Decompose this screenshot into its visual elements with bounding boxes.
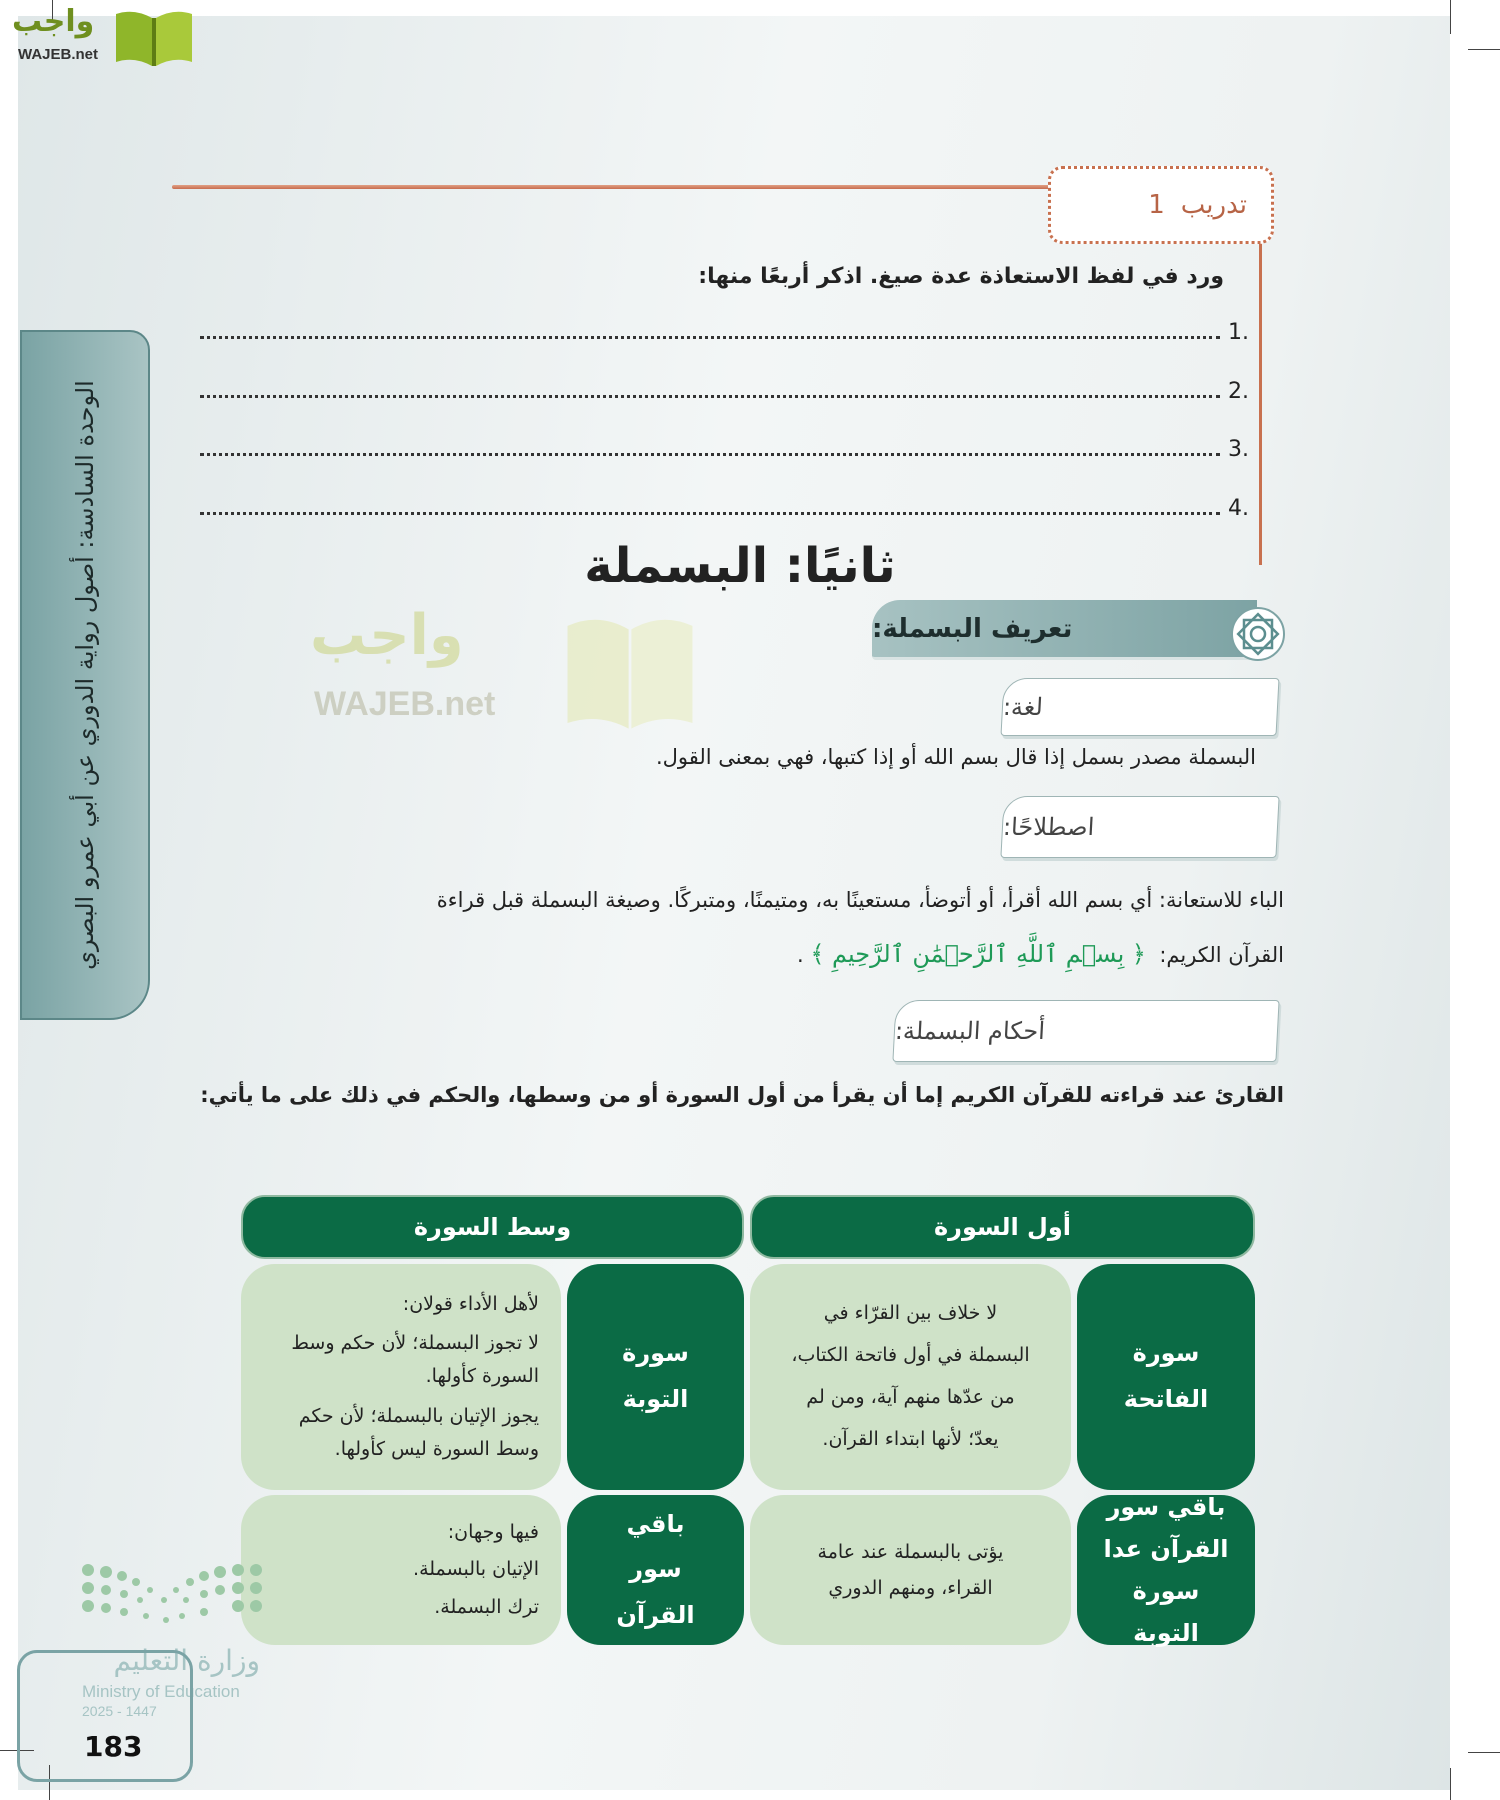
cell-line: يجوز الإتيان بالبسملة؛ لأن حكم وسط السورة ليس كأولها. [298,1404,539,1460]
istilah-quran-label: القرآن الكريم: [1159,943,1284,967]
crop-mark [1468,1752,1500,1753]
section-heading: ثانيًا: البسملة [584,538,896,594]
punctuation: . [796,943,804,967]
answer-line-3[interactable] [200,452,1220,456]
header-label: أول السورة [934,1213,1072,1241]
cell-line: يعدّ؛ لأنها ابتداء القرآن. [822,1427,999,1450]
lugha-text: البسملة مصدر بسمل إذا قال بسم الله أو إذا كتبها، فهي بمعنى القول. [655,745,1256,769]
lugha-label-box [1000,678,1279,736]
header-label: وسط السورة [413,1213,572,1241]
watermark-book-icon [560,612,700,730]
answer-number: 3. [1228,437,1249,462]
exercise-question: ورد في لفظ الاستعاذة عدة صيغ. اذكر أربعًا منها: [698,264,1224,289]
answer-number: 2. [1228,379,1249,404]
cell-tawba-ruling [241,1264,561,1490]
logo-english: WAJEB.net [18,46,99,63]
ministry-name-en: Ministry of Education [82,1682,240,1701]
table-header-start [750,1195,1255,1259]
watermark-arabic: واجب [310,603,464,668]
istilah-text-line1: الباء للاستعانة: أي بسم الله أقرأ، أو أتوضأ، مستعينًا به، ومتيمنًا، ومتبركًا. وصيغة البسملة قبل قراءة [436,888,1284,912]
watermark [300,603,860,736]
definition-banner [872,600,1257,660]
label-text: باقي سور القرآن [616,1509,695,1629]
answer-number: 4. [1228,496,1249,521]
wajeb-logo [8,4,198,70]
cell-line: يؤتى بالبسملة عند عامة [817,1540,1004,1563]
ministry-dots-icon [80,1560,270,1630]
answer-line-1[interactable] [200,335,1220,339]
cell-line: فيها وجهان: [447,1521,539,1544]
label-text: سورة الفاتحة [1123,1339,1209,1413]
page-number: 183 [84,1730,143,1763]
ahkam-label: أحكام البسملة: [894,1017,1046,1045]
basmala-text: ﴿ بِسۡمِ ٱللَّهِ ٱلرَّحۡمَٰنِ ٱلرَّحِيمِ ﴾ [810,940,1146,968]
exercise-badge [1048,166,1274,244]
table-header-middle [241,1195,744,1259]
cell-line: الإتيان بالبسملة. [413,1558,539,1581]
row-label-fatiha [1077,1264,1255,1490]
ministry-name-ar: وزارة التعليم [113,1644,260,1677]
ahkam-label-box [892,1000,1279,1062]
cell-other-start-ruling [750,1495,1071,1645]
ministry-year: 2025 - 1447 [82,1703,157,1719]
crop-mark [1468,49,1500,50]
row-label-other-surahs [567,1495,744,1645]
cell-line: البسملة في أول فاتحة الكتاب، [791,1344,1030,1367]
unit-side-tab [20,330,150,1020]
crop-mark [1450,0,1451,34]
ahkam-text: القارئ عند قراءته للقرآن الكريم إما أن يقرأ من أول السورة أو من وسطها، والحكم في ذلك على ما يأتي: [200,1083,1284,1107]
cell-line: لا خلاف بين القرّاء في [823,1302,998,1325]
cell-line: من عدّها منهم آية، ومن لم [806,1386,1015,1408]
exercise-divider [172,185,1052,189]
exercise-border [1259,240,1262,565]
cell-fatiha-ruling [750,1264,1071,1490]
answer-line-4[interactable] [200,511,1220,515]
row-label-tawba [567,1264,744,1490]
exercise-label: تدريب [1180,190,1247,220]
answer-number: 1. [1228,320,1249,345]
logo-arabic: واجب [12,4,95,39]
label-text: باقي سور القرآن عدا سورة التوبة [1103,1493,1229,1647]
crop-mark [1450,1768,1451,1800]
cell-line: ترك البسملة. [434,1595,539,1618]
istilah-text-line2 [384,940,1284,968]
cell-line: لا تجوز البسملة؛ لأن حكم وسط السورة كأولها. [291,1332,539,1388]
unit-title: الوحدة السادسة: أصول رواية الدوري عن أبي عمرو البصري [71,380,99,970]
label-text: سورة التوبة [622,1339,689,1413]
definition-title: تعريف البسملة: [872,613,1073,644]
flower-ornament-icon [1230,606,1286,662]
istilah-label: اصطلاحًا: [1002,813,1096,841]
watermark-english: WAJEB.net [314,685,496,723]
istilah-label-box [1000,796,1279,858]
cell-other-middle-ruling [241,1495,561,1645]
cell-line: القراء، ومنهم الدوري [828,1577,993,1599]
book-icon [112,6,196,68]
lugha-label: لغة: [1002,693,1044,721]
answer-line-2[interactable] [200,394,1220,398]
row-label-other-surahs-except-tawba [1077,1495,1255,1645]
cell-line: لأهل الأداء قولان: [402,1292,539,1315]
exercise-number: 1 [1148,190,1165,220]
